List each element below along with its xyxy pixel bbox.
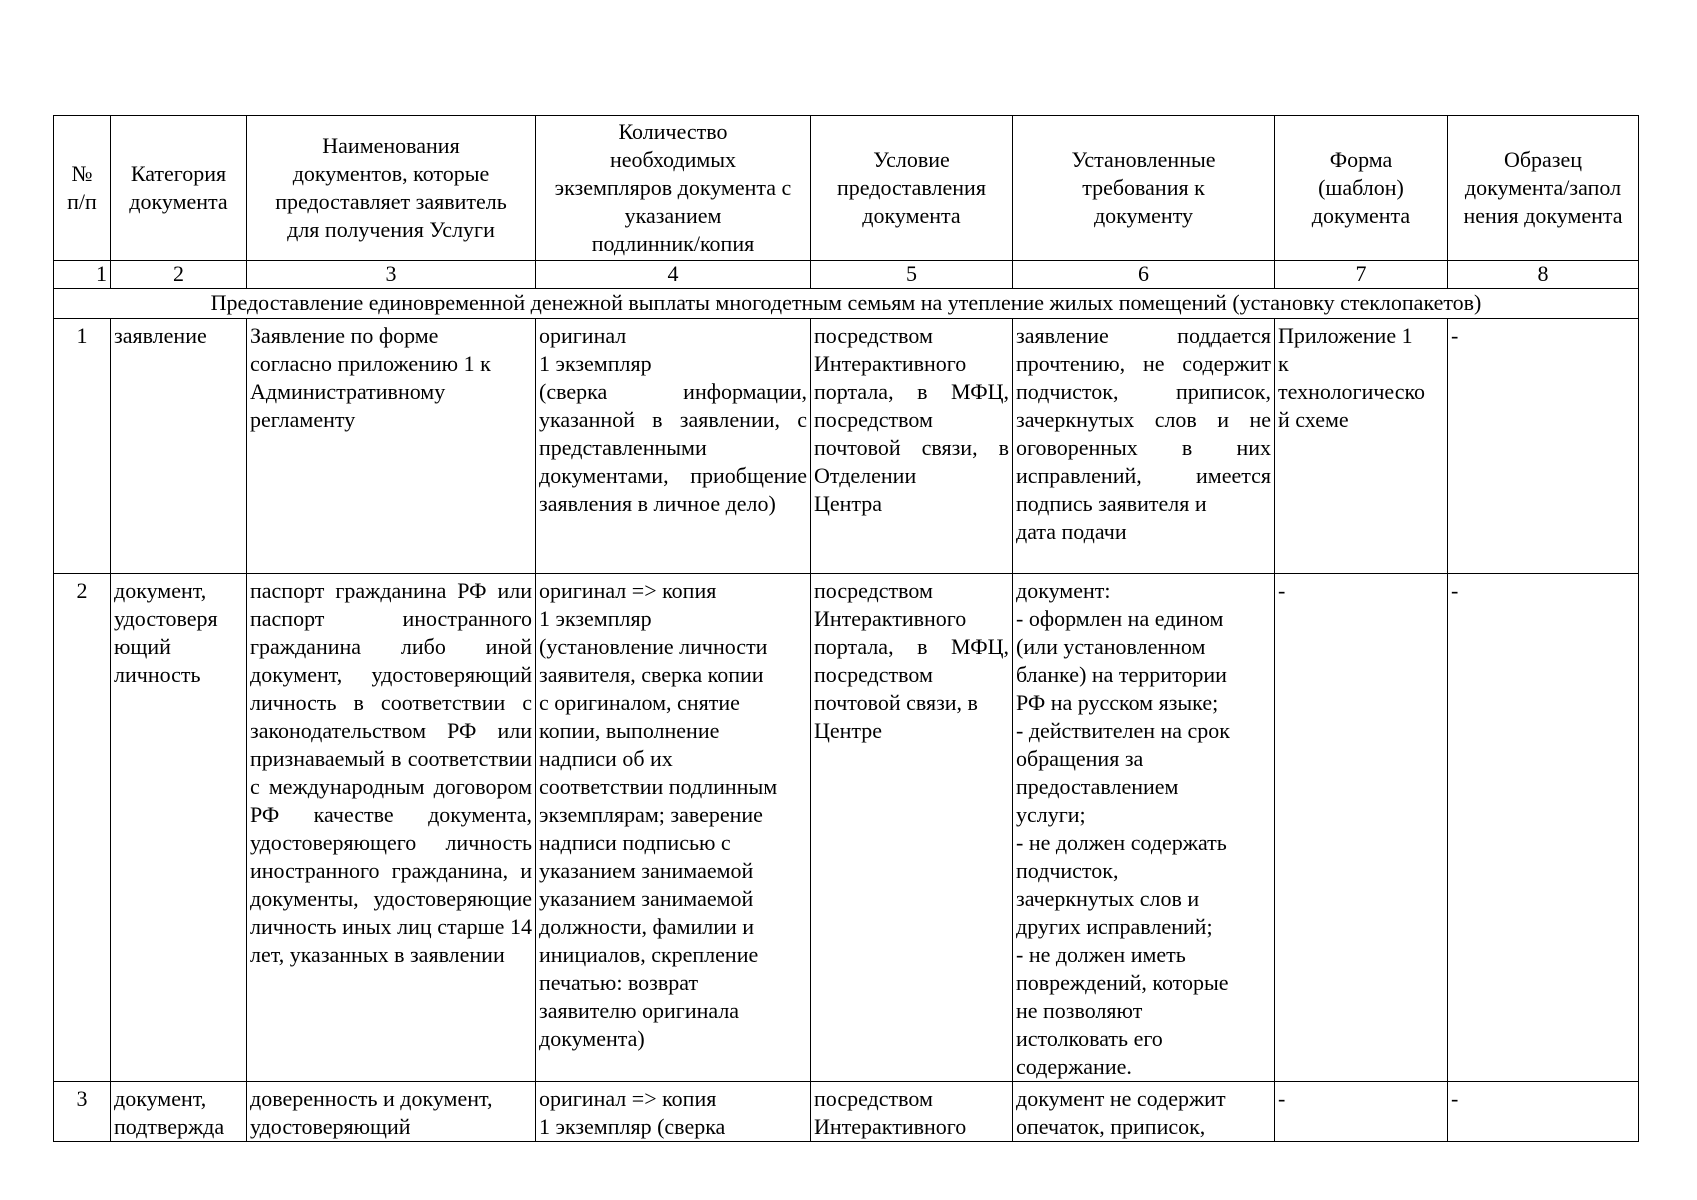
- column-number: 4: [536, 261, 811, 289]
- section-title-row: [54, 289, 1639, 319]
- column-number: 2: [111, 261, 247, 289]
- header-category: Категория документа: [111, 116, 247, 261]
- row-document-name: доверенность и документ, удостоверяющий: [247, 1082, 536, 1142]
- row-document-name: Заявление по форме согласно приложению 1 к Административному регламенту: [247, 319, 536, 574]
- row-number: 3: [54, 1082, 111, 1142]
- column-number: 6: [1013, 261, 1275, 289]
- row-requirements: заявление поддается прочтению, не содержит подчисток, приписок, зачеркнутых слов и не оговоренных в них исправлений, имеется подпись заявителя и дата подачи: [1013, 319, 1275, 574]
- header-condition: Условие предоставления документа: [811, 116, 1013, 261]
- column-number: 7: [1275, 261, 1448, 289]
- row-number: 2: [54, 574, 111, 1082]
- header-sample: Образец документа/запол нения документа: [1448, 116, 1639, 261]
- row-form: -: [1275, 1082, 1448, 1142]
- header-form: Форма (шаблон) документа: [1275, 116, 1448, 261]
- table-row: [54, 574, 1639, 1082]
- row-form: -: [1275, 574, 1448, 1082]
- row-sample: -: [1448, 1082, 1639, 1142]
- row-sample: -: [1448, 319, 1639, 574]
- row-quantity: оригинал 1 экземпляр (сверка информации, указанной в заявлении, с представленными документами, приобщение заявления в личное дело): [536, 319, 811, 574]
- header-requirements: Установленные требования к документу: [1013, 116, 1275, 261]
- table-row: [54, 319, 1639, 574]
- row-quantity: оригинал => копия 1 экземпляр (установление личности заявителя, сверка копии с оригиналом, снятие копии, выполнение надписи об их соответствии подлинным экземплярам; заверение надписи подписью с указанием занимаемой указанием занимаемой должности, фамилии и инициалов, скрепление печатью: возврат заявителю оригинала документа): [536, 574, 811, 1082]
- row-requirements: документ: - оформлен на едином (или установленном бланке) на территории РФ на русском языке; - действителен на срок обращения за предоставлением услуги; - не должен содержать подчисток, зачеркнутых слов и других исправлений; - не должен иметь повреждений, которые не позволяют истолковать его содержание.: [1013, 574, 1275, 1082]
- row-form: Приложение 1 к технологическо й схеме: [1275, 319, 1448, 574]
- row-requirements: документ не содержит опечаток, приписок,: [1013, 1082, 1275, 1142]
- row-category: документ, подтвержда: [111, 1082, 247, 1142]
- row-condition: посредством Интерактивного портала, в МФЦ, посредством почтовой связи, в Отделении Центра: [811, 319, 1013, 574]
- section-title: Предоставление единовременной денежной выплаты многодетным семьям на утепление жилых помещений (установку стеклопакетов): [54, 289, 1639, 319]
- row-number: 1: [54, 319, 111, 574]
- column-numbers-row: [54, 261, 1639, 289]
- header-number: № п/п: [54, 116, 111, 261]
- table-header-row: [54, 116, 1639, 261]
- row-category: заявление: [111, 319, 247, 574]
- header-quantity: Количество необходимых экземпляров документа с указанием подлинник/копия: [536, 116, 811, 261]
- row-document-name: паспорт гражданина РФ или паспорт иностранного гражданина либо иной документ, удостоверяющий личность в соответствии с законодательством РФ или признаваемый в соответствии с международным договором РФ качестве документа, удостоверяющего личность иностранного гражданина, и документы, удостоверяющие личность иных лиц старше 14 лет, указанных в заявлении: [247, 574, 536, 1082]
- column-number: 5: [811, 261, 1013, 289]
- column-number: 8: [1448, 261, 1639, 289]
- row-category: документ, удостоверя ющий личность: [111, 574, 247, 1082]
- column-number: 3: [247, 261, 536, 289]
- column-number: 1: [54, 261, 111, 289]
- header-document-names: Наименования документов, которые предоставляет заявитель для получения Услуги: [247, 116, 536, 261]
- documents-table: [53, 115, 1639, 1142]
- row-sample: -: [1448, 574, 1639, 1082]
- row-condition: посредством Интерактивного: [811, 1082, 1013, 1142]
- row-quantity: оригинал => копия 1 экземпляр (сверка: [536, 1082, 811, 1142]
- table-row: [54, 1082, 1639, 1142]
- row-condition: посредством Интерактивного портала, в МФЦ, посредством почтовой связи, в Центре: [811, 574, 1013, 1082]
